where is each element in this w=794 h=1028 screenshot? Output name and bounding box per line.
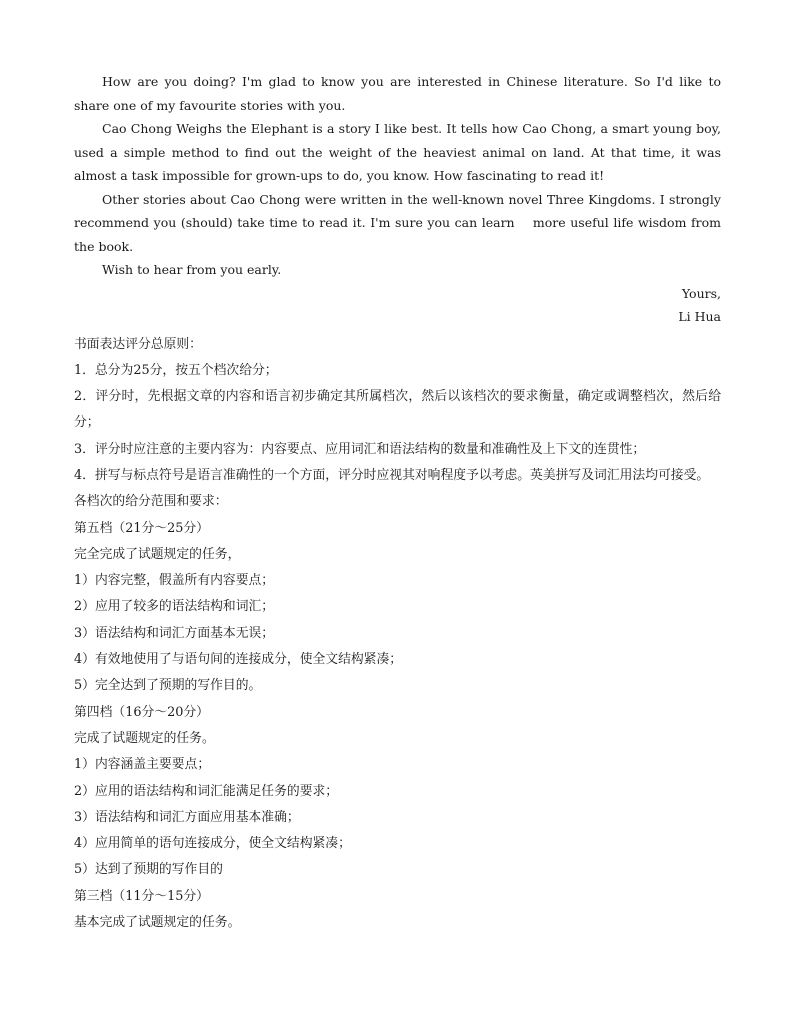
letter-signature: Li Hua — [678, 309, 721, 324]
principle-1: 1．总分为25分，按五个档次给分； — [74, 362, 278, 378]
level5-item-2: 2）应用了较多的语法结构和词汇； — [74, 599, 275, 615]
level3-title: 第三档（11分～15分） — [74, 888, 209, 904]
rubric-heading: 书面表达评分总原则： — [74, 336, 202, 352]
level4-item-2: 2）应用的语法结构和词汇能满足任务的要求； — [74, 783, 339, 799]
letter-paragraph-2: Cao Chong Weighs the Elephant is a story I like best. It tells how Cao Chong, a smart young boy, used a simple method to find out the weight of the heaviest animal on land. At that time, it was almost a task impossible for grown-ups to do, you know. How fascinating to read it! — [74, 121, 721, 183]
level4-title: 第四档（16分～20分） — [74, 704, 209, 720]
level4-item-4: 4）应用简单的语句连接成分，使全文结构紧凑； — [74, 836, 351, 852]
level5-summary: 完全完成了试题规定的任务， — [74, 546, 241, 562]
level5-item-4: 4）有效地使用了与语句间的连接成分，使全文结构紧凑； — [74, 652, 403, 668]
letter-paragraph-4: Wish to hear from you early. — [102, 262, 282, 277]
principle-2: 2．评分时，先根据文章的内容和语言初步确定其所属档次，然后以该档次的要求衡量，确定或调整档次，然后给分； — [74, 389, 721, 431]
letter-paragraph-1: How are you doing? I'm glad to know you are interested in Chinese literature. So I'd like to share one of my favourite stories with you. — [74, 74, 721, 113]
level4-item-1: 1）内容涵盖主要要点； — [74, 757, 211, 773]
level4-summary: 完成了试题规定的任务。 — [74, 730, 215, 746]
levels-heading: 各档次的给分范围和要求： — [74, 494, 228, 510]
level5-item-3: 3）语法结构和词汇方面基本无误； — [74, 625, 275, 641]
letter-paragraph-3: Other stories about Cao Chong were written in the well-known novel Three Kingdoms. I strongly recommend you (should) take time to read it. I'm sure you can learn more useful life wisdom from the book. — [74, 191, 725, 254]
level5-item-1: 1）内容完整，假盖所有内容要点； — [74, 573, 275, 589]
letter-closing: Yours, — [681, 285, 721, 301]
level4-item-5: 5）达到了预期的写作目的 — [74, 862, 223, 878]
level4-item-3: 3）语法结构和词汇方面应用基本准确； — [74, 809, 300, 825]
level3-summary: 基本完成了试题规定的任务。 — [74, 915, 241, 931]
level5-item-5: 5）完全达到了预期的写作目的。 — [74, 678, 262, 694]
principle-4: 4．拼写与标点符号是语言准确性的一个方面，评分时应视其对响程度予以考虑。英美拼写及词汇用法均可接受。 — [74, 467, 710, 483]
level5-title: 第五档（21分～25分） — [74, 520, 209, 536]
principle-3: 3．评分时应注意的主要内容为：内容要点、应用词汇和语法结构的数量和准确性及上下文的连贯性； — [74, 441, 646, 457]
document-page — [74, 70, 725, 936]
